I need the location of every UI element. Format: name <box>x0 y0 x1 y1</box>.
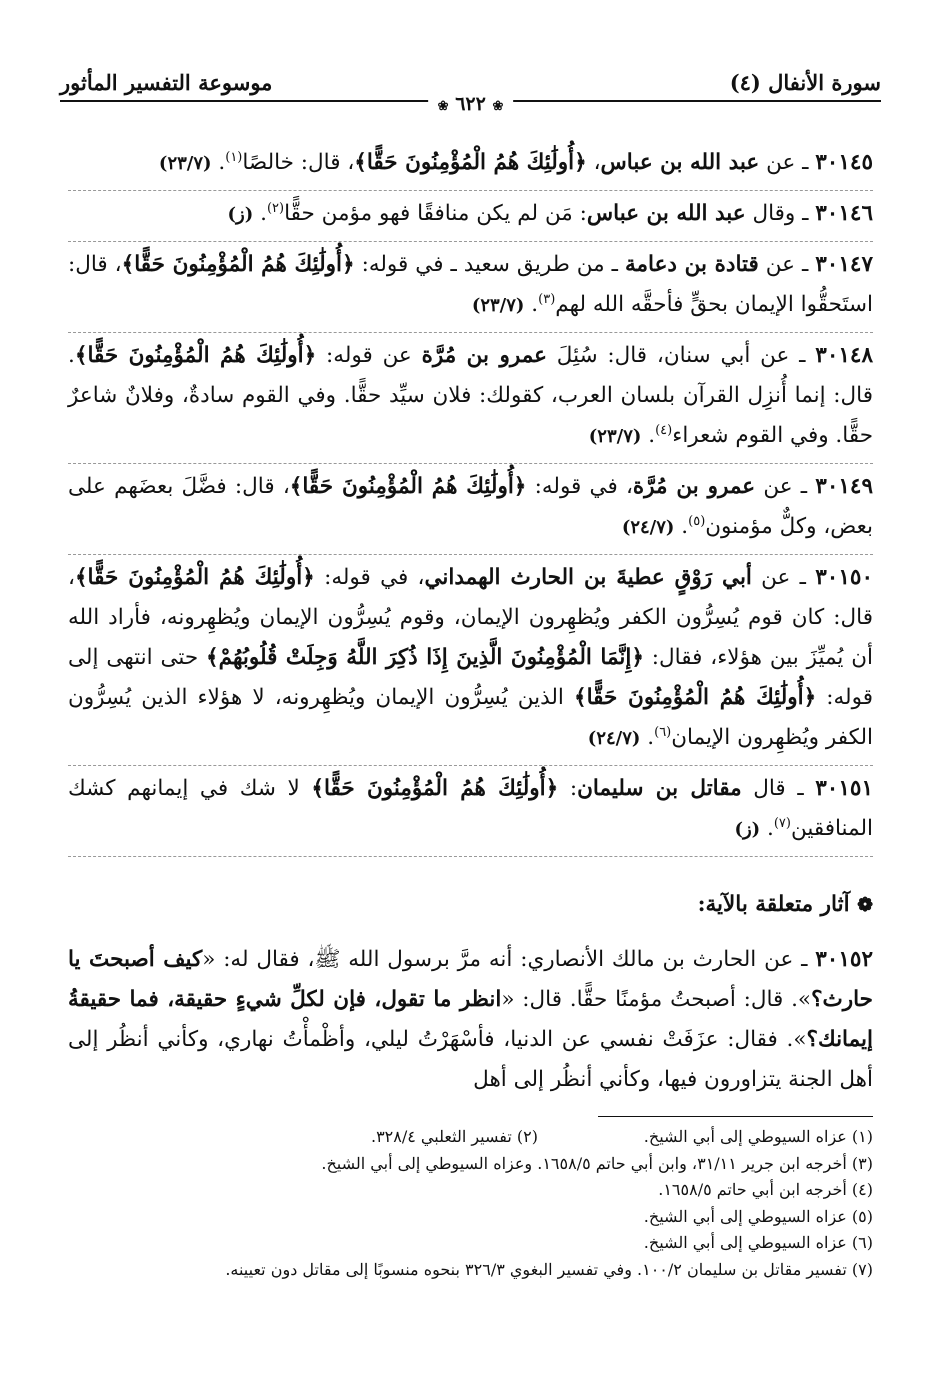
entry-text: ». قال: أصبحتُ مؤمنًا حقًّا. قال: « <box>501 987 812 1012</box>
entry-number: ٣٠١٤٥ <box>815 150 873 175</box>
entry-text: ، في قوله: <box>526 474 633 499</box>
volume-reference: (٢٣/٧) <box>158 153 212 174</box>
entry-text: ، في قوله: <box>314 565 425 590</box>
footnotes <box>68 1124 873 1283</box>
list-item <box>68 333 873 464</box>
quran-quote: ﴿أُولَٰئِكَ هُمُ الْمُؤْمِنُونَ حَقًّا﴾ <box>573 685 817 710</box>
entry-text: ـ عن <box>759 150 816 175</box>
narrator-name: عمرو بن مُرَّة <box>421 343 547 368</box>
volume-reference: (ز) <box>734 819 761 840</box>
entry-text: : مَن لم يكن منافقًا فهو مؤمن حقًّا <box>284 201 587 226</box>
list-item <box>68 191 873 242</box>
entry-text: ، قال: فضَّلَ بعضَهم على بعض، وكلٌّ مؤمنون <box>68 474 873 539</box>
section-heading <box>68 885 873 925</box>
entry-text: الذين يُسِرُّون الإيمان ويُظهِرونه، لا هؤلاء الذين يُسِرُّون الكفر ويُظهِرون الإيمان <box>68 685 873 750</box>
main-text <box>68 140 873 1106</box>
narrator-name: أبي رَوْقٍ عطيةَ بن الحارث الهمداني <box>424 565 752 590</box>
entry-number: ٣٠١٤٩ <box>815 474 874 499</box>
ornament-icon: ❀ <box>492 99 504 114</box>
list-item <box>68 242 873 333</box>
footnote-marker: (١) <box>225 149 243 165</box>
footnote-marker: (٤) <box>655 422 673 438</box>
page-number: ٦٢٢ <box>455 93 486 115</box>
entry-text: . <box>211 150 226 175</box>
volume-reference: (٢٤/٧) <box>587 728 641 749</box>
header-work-title: موسوعة التفسير المأثور <box>60 70 273 95</box>
footnote-5: (٥) عزاه السيوطي إلى أبي الشيخ. <box>643 1206 873 1226</box>
footnote-1: (١) عزاه السيوطي إلى أبي الشيخ. <box>643 1127 873 1146</box>
quran-quote: ﴿أُولَٰئِكَ هُمُ الْمُؤْمِنُونَ حَقًّا﴾ <box>289 474 527 499</box>
header-surah: سورة الأنفال (٤) <box>729 70 881 95</box>
entry-text: . <box>760 816 774 841</box>
quran-quote: ﴿أُولَٰئِكَ هُمُ الْمُؤْمِنُونَ حَقًّا﴾ <box>121 252 355 277</box>
entry-text: ـ قال <box>741 776 816 801</box>
entry-text: : <box>558 776 578 801</box>
entry-text: . <box>641 423 656 448</box>
footnote-row <box>68 1124 873 1151</box>
entry-text: . <box>674 514 689 539</box>
footnote-marker: (٣) <box>538 291 556 307</box>
entry-text: ». فقال: عزَفَتْ نفسي عن الدنيا، فأسْهَرْتُ ليلي، وأظْمأْتُ نهاري، وكأني أنظُر إلى أهل الجنة يتزاورون فيها، وكأني أنظُر إلى أهل <box>68 1027 873 1092</box>
entry-text: . قال: إنما أُنزِل القرآن بلسان العرب، كقولك: فلان سيِّد حقًّا. وفي القوم سادةٌ، وفلانٌ شاعرٌ حقًّا. وفي القوم شعراء <box>68 343 873 448</box>
entries-list <box>68 140 873 857</box>
footnote-3: (٣) أخرجه ابن جرير ٣١/١١، وابن أبي حاتم ١٦٥٨/٥. وعزاه السيوطي إلى أبي الشيخ. <box>321 1153 873 1173</box>
list-item <box>68 464 873 555</box>
volume-reference: (٢٤/٧) <box>621 517 675 538</box>
entry-number: ٣٠١٤٨ <box>815 343 874 368</box>
volume-reference: (ز) <box>227 204 254 225</box>
entry-text: حتى انتهى إلى قوله: <box>68 645 873 710</box>
entry-text: ، قال: خالصًا <box>242 150 355 175</box>
entry-text: ، <box>586 150 601 175</box>
quran-quote: ﴿أُولَٰئِكَ هُمُ الْمُؤْمِنُونَ حَقًّا﴾ <box>74 343 317 368</box>
footnote-4: (٤) أخرجه ابن أبي حاتم ١٦٥٨/٥. <box>658 1180 873 1199</box>
entry-number: ٣٠١٤٦ <box>815 201 873 226</box>
footnote-marker: (٦) <box>654 724 672 740</box>
narrator-name: مقاتل بن سليمان <box>577 776 742 801</box>
narrator-name: عمرو بن مُرَّة <box>632 474 756 499</box>
entry-text: لا شك في إيمانهم كشك المنافقين <box>68 776 873 841</box>
page-number-box <box>428 93 514 115</box>
entry-text: . <box>253 201 267 226</box>
section-title: آثار متعلقة بالآية: <box>697 892 850 917</box>
list-item <box>68 937 873 1106</box>
entry-number: ٣٠١٥٢ <box>815 947 873 972</box>
entry-text: عن قوله: <box>316 343 422 368</box>
entry-text: ، قال: استَحقُّوا الإيمان بحقٍّ فأحقَّه الله لهم <box>68 252 873 317</box>
quran-quote: ﴿أُولَٰئِكَ هُمُ الْمُؤْمِنُونَ حَقًّا﴾ <box>354 150 587 175</box>
footnote-6: (٦) عزاه السيوطي إلى أبي الشيخ. <box>643 1233 873 1252</box>
volume-reference: (٢٣/٧) <box>588 426 642 447</box>
entry-text: ـ عن <box>758 252 816 277</box>
footnote-2: (٢) تفسير الثعلبي ٣٢٨/٤. <box>370 1127 538 1146</box>
entry-text: ـ عن <box>751 565 816 590</box>
entry-text: ـ عن أبي سنان، قال: سُئِلَ <box>547 343 816 368</box>
list-item <box>68 140 873 191</box>
entry-number: ٣٠١٤٧ <box>815 252 873 277</box>
entry-text: ـ عن <box>755 474 816 499</box>
entry-text: ـ عن الحارث بن مالك الأنصاري: أنه مرَّ برسول الله ﷺ، فقال له: « <box>202 947 816 972</box>
narrator-name: قتادة بن دعامة <box>624 252 759 277</box>
narrator-name: عبد الله بن عباس <box>586 201 746 226</box>
quran-quote: ﴿إِنَّمَا الْمُؤْمِنُونَ الَّذِينَ إِذَا ذُكِرَ اللَّهُ وَجِلَتْ قُلُوبُهُمْ﴾ <box>206 645 644 670</box>
footnote-marker: (٢) <box>266 200 285 216</box>
quran-quote: ﴿أُولَٰئِكَ هُمُ الْمُؤْمِنُونَ حَقًّا﴾ <box>311 776 559 801</box>
narrator-name: عبد الله بن عباس <box>600 150 760 175</box>
quran-quote: ﴿أُولَٰئِكَ هُمُ الْمُؤْمِنُونَ حَقًّا﴾ <box>74 565 315 590</box>
entry-text: . <box>524 292 539 317</box>
list-item <box>68 766 873 857</box>
footnote-marker: (٥) <box>688 513 706 529</box>
entry-number: ٣٠١٥٠ <box>815 565 873 590</box>
narrator-name: انظر ما تقول، فإن لكلِّ شيءٍ حقيقة، فما حقيقةُ إيمانك؟ <box>68 987 873 1052</box>
entry-number: ٣٠١٥١ <box>815 776 873 801</box>
entry-text: ـ وقال <box>745 201 816 226</box>
volume-reference: (٢٣/٧) <box>471 295 525 316</box>
list-item <box>68 555 873 766</box>
entry-text: ـ من طريق سعيد ـ في قوله: <box>354 252 625 277</box>
flower-icon: ❁ <box>857 894 873 916</box>
entry-text: . <box>640 725 655 750</box>
ornament-icon: ❀ <box>437 99 449 114</box>
entry-text: ، قال: كان قوم يُسِرُّون الكفر ويُظهِرون الإيمان، وقوم يُسِرُّون الإيمان ويُظهِرونه، فأراد الله أن يُميِّزَ بين هؤلاء، فقال: <box>68 565 873 670</box>
footnote-7: (٧) تفسير مقاتل بن سليمان ١٠٠/٢. وفي تفسير البغوي ٣٢٦/٣ بنحوه منسوبًا إلى مقاتل دون تعيينه. <box>225 1259 873 1279</box>
footnote-rule <box>598 1116 873 1117</box>
narrator-name: كيف أصبحتَ يا حارث؟ <box>68 947 873 1012</box>
footnote-marker: (٧) <box>773 815 791 831</box>
